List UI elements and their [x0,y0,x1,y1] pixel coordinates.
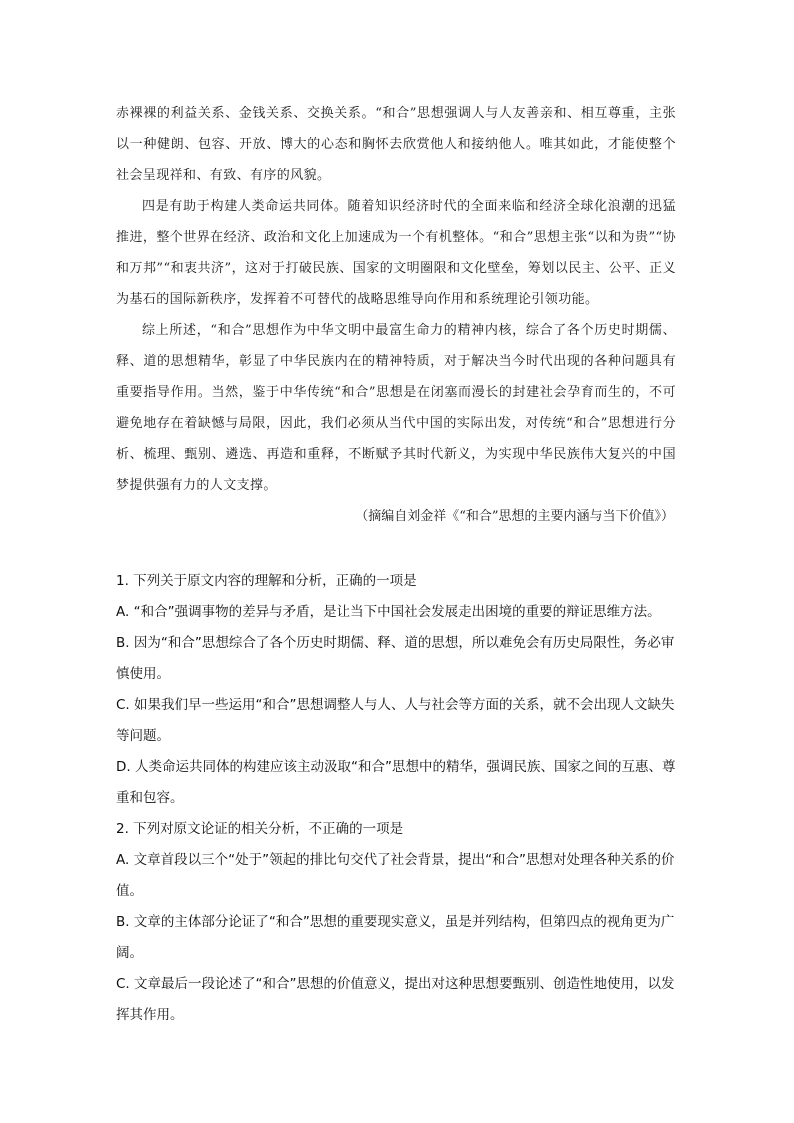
passage-source: （摘编自刘金祥《“和合”思想的主要内涵与当下价值》） [355,509,674,524]
question-option: C. 文章最后一段论述了“和合”思想的价值意义，提出对这种思想要甄别、创造性地使用，以发挥其作用。 [116,976,675,1023]
passage-paragraph: 赤裸裸的利益关系、金钱关系、交换关系。“和合”思想强调人与人友善亲和、相互尊重，主张以一种健朗、包容、开放、博大的心态和胸怀去欣赏他人和接纳他人。唯其如此，才能使整个社会呈现祥和、有致、有序的风貌。 [116,106,676,183]
question-option: B. 因为“和合”思想综合了各个历史时期儒、释、道的思想，所以难免会有历史局限性，务必审慎使用。 [116,635,675,682]
question-stem: 2. 下列对原文论证的相关分析，不正确的一项是 [116,821,404,837]
passage-paragraph: 四是有助于构建人类命运共同体。随着知识经济时代的全面来临和经济全球化浪潮的迅猛推进，整个世界在经济、政治和文化上加速成为一个有机整体。“和合”思想主张“以和为贵”“协和万邦”“和衷共济”，这对于打破民族、国家的文明圈限和文化壁垒，筹划以民主、公平、正义为基石的国际新秩序，发挥着不可替代的战略思维导向作用和系统理论引领功能。 [116,199,676,307]
question-option: D. 人类命运共同体的构建应该主动汲取“和合”思想中的精华，强调民族、国家之间的互惠、尊重和包容。 [116,759,676,806]
question-option: A. “和合”强调事物的差异与矛盾，是让当下中国社会发展走出困境的重要的辩证思维方法。 [116,604,661,620]
question-stem: 1. 下列关于原文内容的理解和分析，正确的一项是 [116,573,417,589]
question-2 [116,814,678,1031]
question-option: A. 文章首段以三个“处于”领起的排比句交代了社会背景，提出“和合”思想对处理各种关系的价值。 [116,852,675,899]
question-option: C. 如果我们早一些运用“和合”思想调整人与人、人与社会等方面的关系，就不会出现人文缺失等问题。 [116,697,675,744]
passage-paragraph: 综上所述，“和合”思想作为中华文明中最富生命力的精神内核，综合了各个历史时期儒、释、道的思想精华，彰显了中华民族内在的精神特质，对于解决当今时代出现的各种问题具有重要指导作用。当然，鉴于中华传统“和合”思想是在闭塞而漫长的封建社会孕育而生的，不可避免地存在着缺憾与局限，因此，我们必须从当代中国的实际出发，对传统“和合”思想进行分析、梳理、甄别、遴选、再造和重释，不断赋予其时代新义，为实现中华民族伟大复兴的中国梦提供强有力的人文支撑。 [116,323,676,493]
question-section [116,566,678,1031]
question-1 [116,566,678,814]
question-option: B. 文章的主体部分论证了“和合”思想的重要现实意义，虽是并列结构，但第四点的视角更为广阔。 [116,914,675,961]
reading-passage [116,98,676,532]
